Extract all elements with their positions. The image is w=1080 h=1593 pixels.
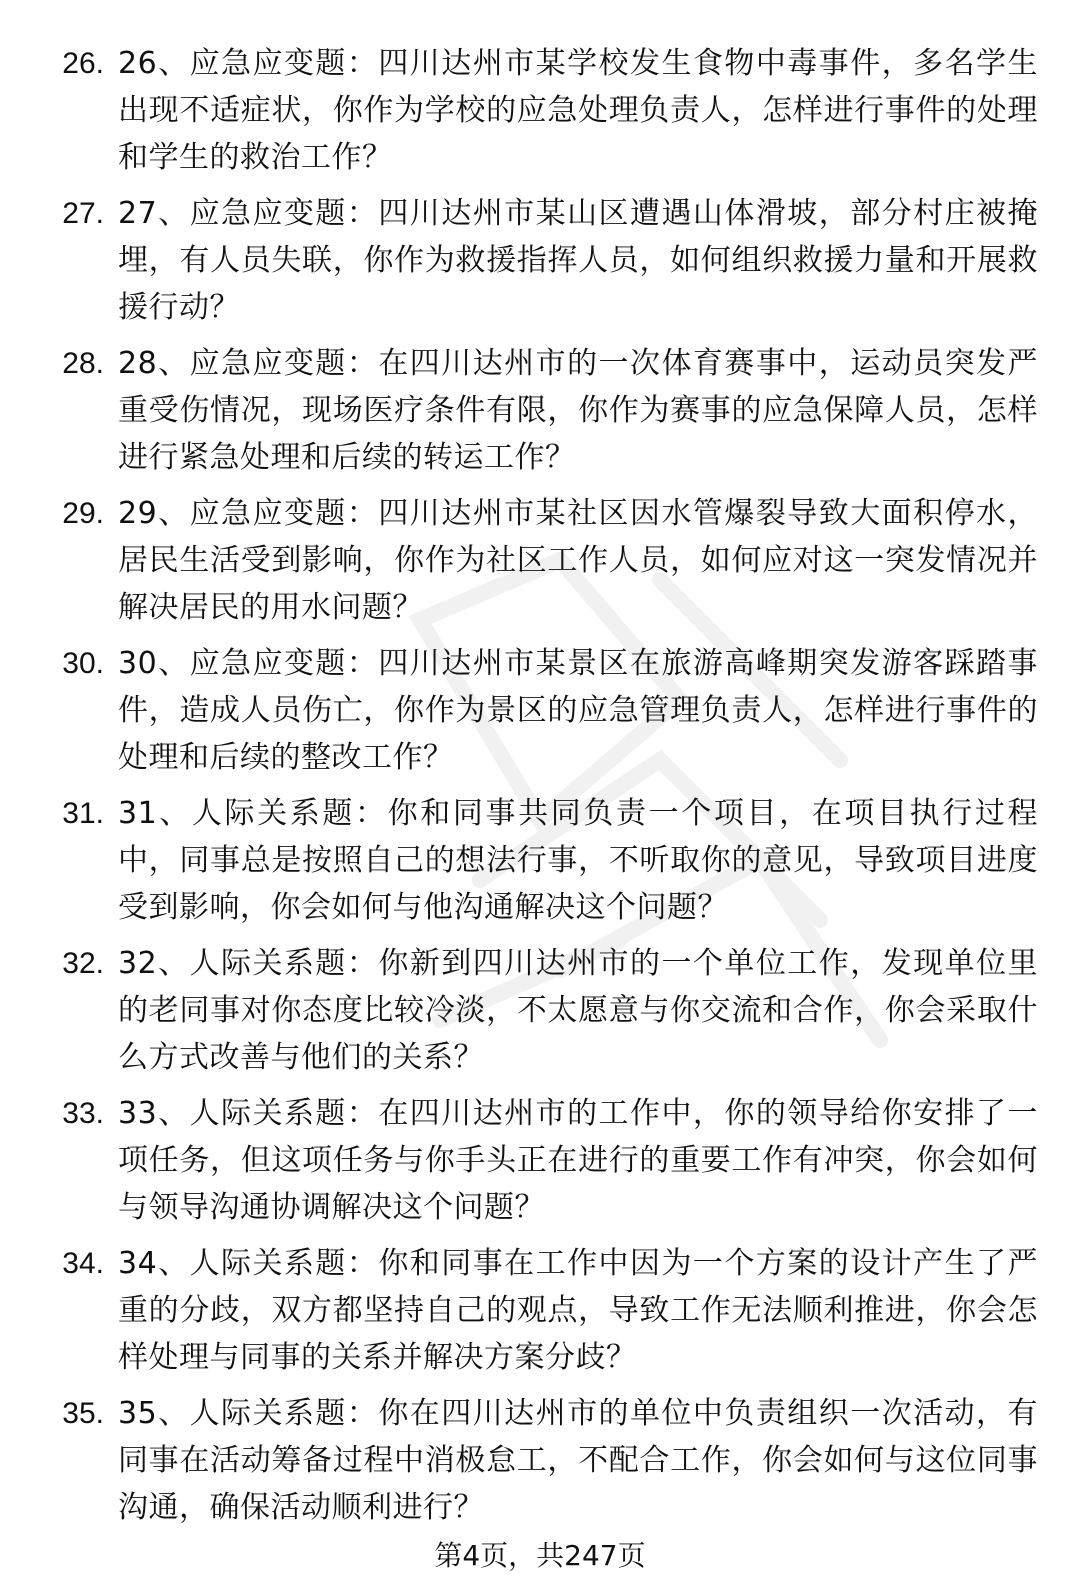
question-number: 26.	[62, 47, 104, 80]
question-number: 35.	[62, 1397, 104, 1430]
question-item	[0, 1090, 1080, 1240]
question-text: 31、人际关系题：你和同事共同负责一个项目，在项目执行过程中，同事总是按照自己的想法行事，不听取你的意见，导致项目进度受到影响，你会如何与他沟通解决这个问题？	[118, 796, 1038, 925]
question-text: 29、应急应变题：四川达州市某社区因水管爆裂导致大面积停水，居民生活受到影响，你作为社区工作人员，如何应对这一突发情况并解决居民的用水问题？	[118, 496, 1038, 625]
question-text: 35、人际关系题：你在四川达州市的单位中负责组织一次活动，有同事在活动筹备过程中消极怠工，不配合工作，你会如何与这位同事沟通，确保活动顺利进行？	[118, 1396, 1038, 1525]
question-text: 26、应急应变题：四川达州市某学校发生食物中毒事件，多名学生出现不适症状，你作为学校的应急处理负责人，怎样进行事件的处理和学生的救治工作？	[118, 46, 1038, 175]
question-number: 30.	[62, 647, 104, 680]
question-item	[0, 490, 1080, 640]
question-number: 29.	[62, 497, 104, 530]
question-item	[0, 790, 1080, 940]
question-number: 34.	[62, 1247, 104, 1280]
question-item	[0, 1240, 1080, 1390]
question-text: 30、应急应变题：四川达州市某景区在旅游高峰期突发游客踩踏事件，造成人员伤亡，你作为景区的应急管理负责人，怎样进行事件的处理和后续的整改工作？	[118, 646, 1038, 775]
question-text: 34、人际关系题：你和同事在工作中因为一个方案的设计产生了严重的分歧，双方都坚持自己的观点，导致工作无法顺利推进，你会怎样处理与同事的关系并解决方案分歧？	[118, 1246, 1038, 1375]
question-text: 27、应急应变题：四川达州市某山区遭遇山体滑坡，部分村庄被掩埋，有人员失联，你作为救援指挥人员，如何组织救援力量和开展救援行动？	[118, 196, 1038, 325]
question-item	[0, 940, 1080, 1090]
question-text: 28、应急应变题：在四川达州市的一次体育赛事中，运动员突发严重受伤情况，现场医疗条件有限，你作为赛事的应急保障人员，怎样进行紧急处理和后续的转运工作？	[118, 346, 1038, 475]
page-indicator: 第4页，共247页	[434, 1539, 646, 1572]
question-number: 28.	[62, 347, 104, 380]
question-text: 32、人际关系题：你新到四川达州市的一个单位工作，发现单位里的老同事对你态度比较冷淡，不太愿意与你交流和合作，你会采取什么方式改善与他们的关系？	[118, 946, 1038, 1075]
question-item	[0, 340, 1080, 490]
question-item	[0, 640, 1080, 790]
question-item	[0, 40, 1080, 190]
question-text: 33、人际关系题：在四川达州市的工作中，你的领导给你安排了一项任务，但这项任务与你手头正在进行的重要工作有冲突，你会如何与领导沟通协调解决这个问题？	[118, 1096, 1038, 1225]
question-number: 31.	[62, 797, 104, 830]
question-item	[0, 190, 1080, 340]
question-item	[0, 1390, 1080, 1540]
question-number: 32.	[62, 947, 104, 980]
question-number: 27.	[62, 197, 104, 230]
question-number: 33.	[62, 1097, 104, 1130]
